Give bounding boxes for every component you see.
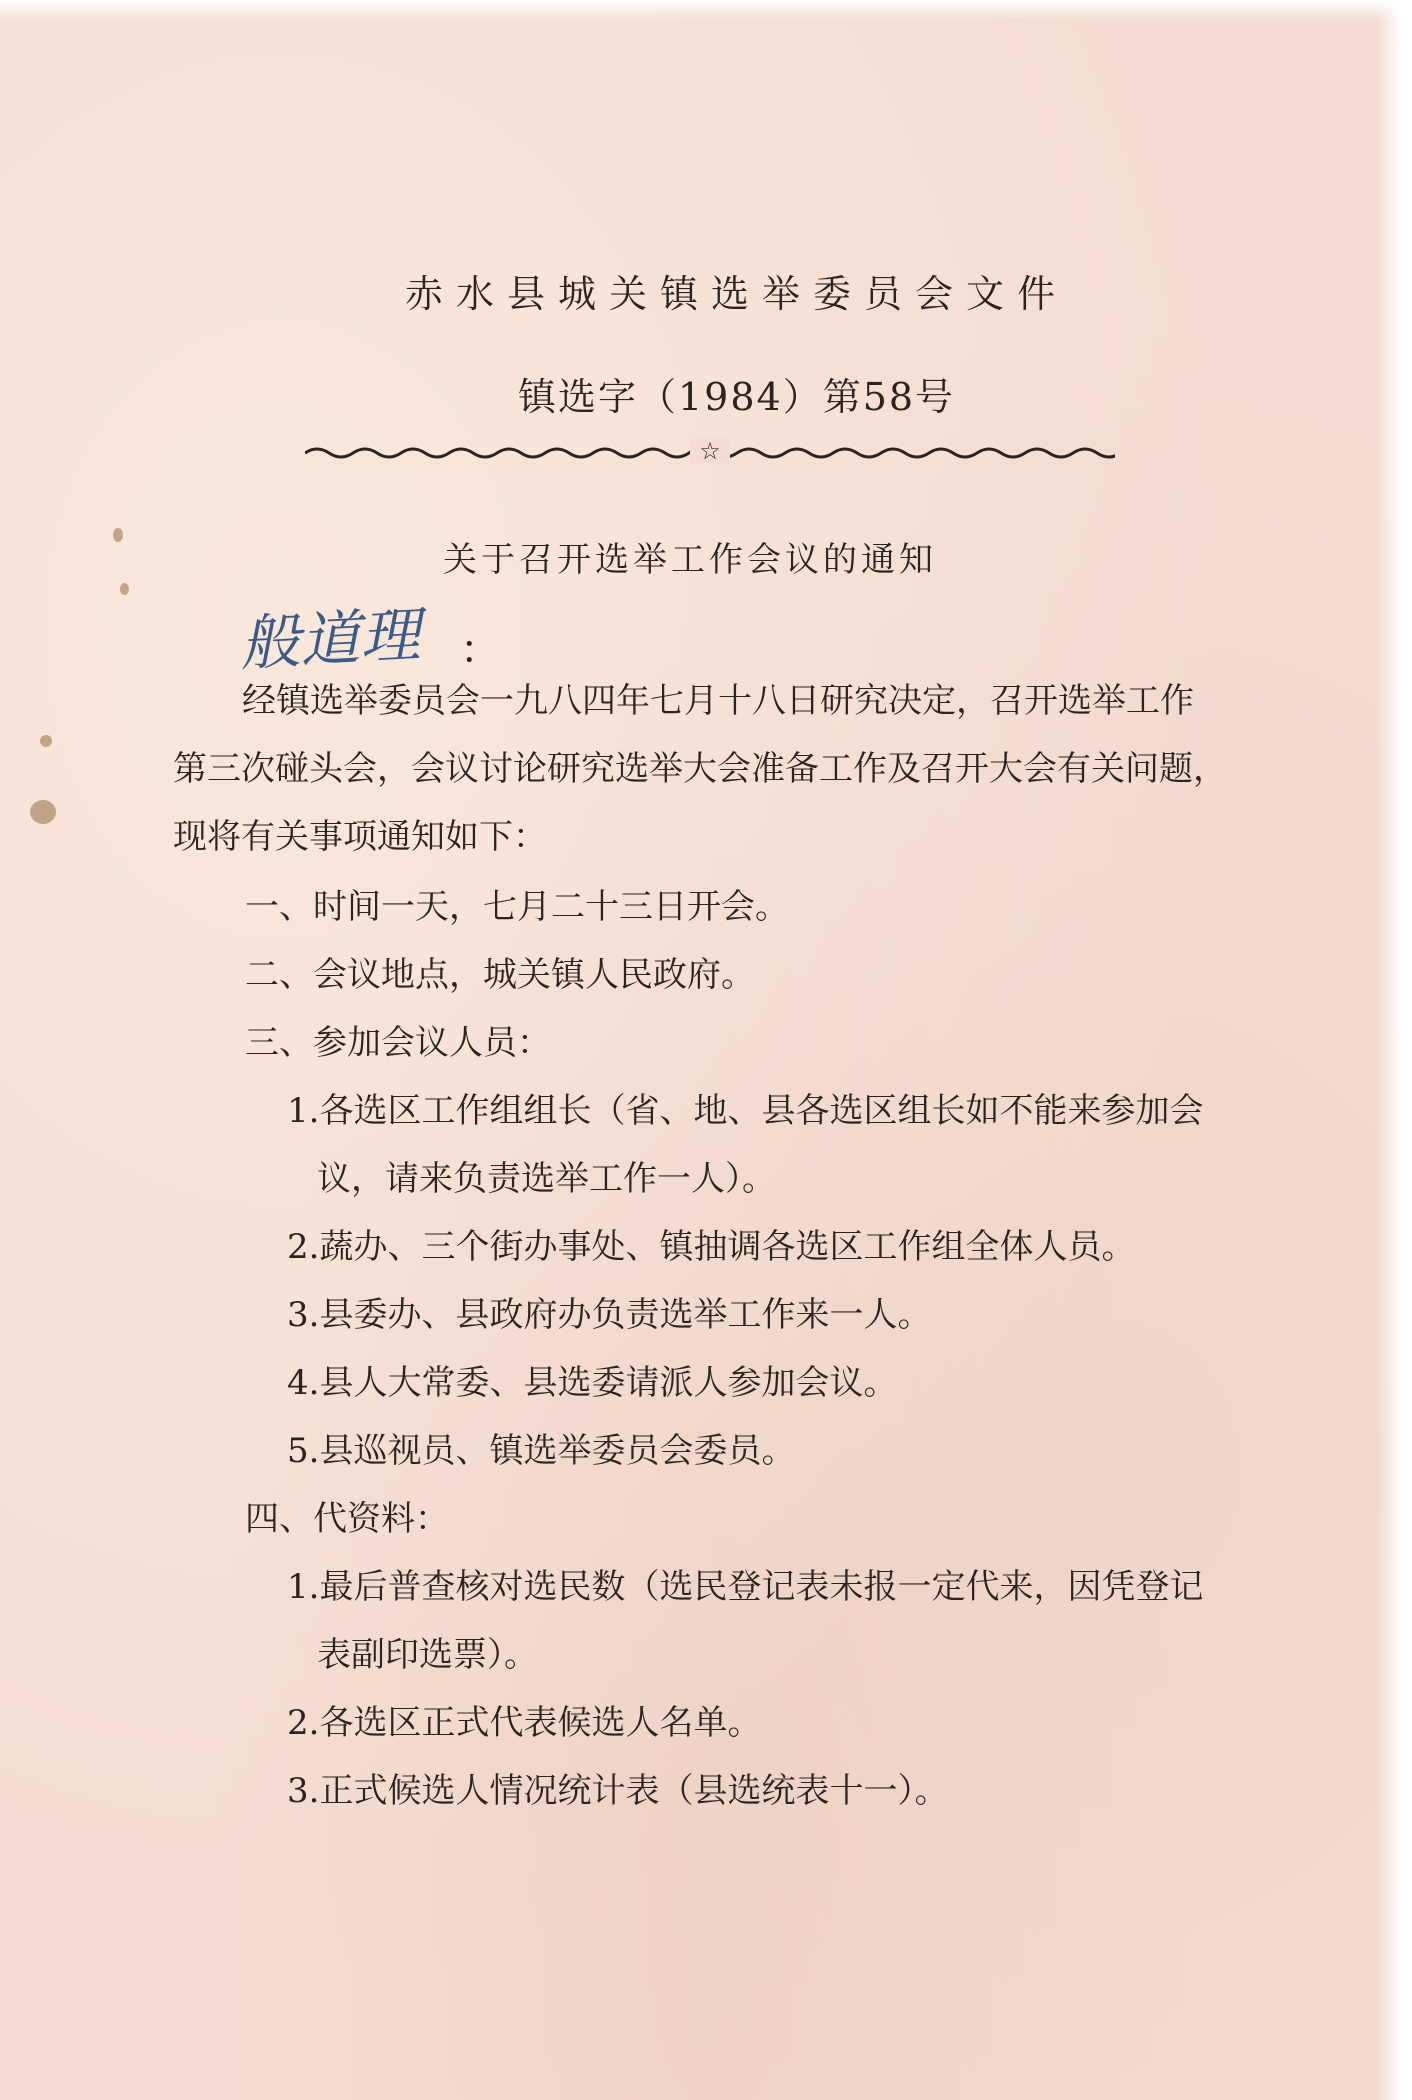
material-item: 2.各选区正式代表候选人名单。	[287, 1703, 762, 1743]
material-item: 1.最后普查核对选民数（选民登记表未报一定代来，因凭登记	[287, 1567, 1204, 1607]
paper-stain	[120, 583, 129, 595]
document-number: 镇选字（1984）第58号	[518, 375, 956, 419]
participant-item-continued: 议，请来负责选举工作一人）。	[317, 1159, 776, 1199]
header-divider	[305, 438, 1115, 464]
material-item: 3.正式候选人情况统计表（县选统表十一）。	[287, 1771, 949, 1811]
page-right-edge	[1376, 0, 1412, 2100]
material-item-continued: 表副印选票）。	[317, 1635, 538, 1675]
intro-line: 第三次碰头会，会议讨论研究选举大会准备工作及召开大会有关问题，	[173, 749, 1227, 789]
item-participants-heading: 三、参加会议人员：	[245, 1023, 551, 1063]
paper-stain	[40, 735, 52, 747]
intro-line: 经镇选举委员会一九八四年七月十八日研究决定，召开选举工作	[242, 681, 1194, 721]
participant-item: 3.县委办、县政府办负责选举工作来一人。	[287, 1295, 932, 1335]
materials-heading: 四、代资料：	[245, 1499, 449, 1539]
paper-stain	[113, 528, 123, 542]
participant-item: 4.县人大常委、县选委请派人参加会议。	[287, 1363, 898, 1403]
intro-line: 现将有关事项通知如下：	[173, 817, 547, 857]
participant-item: 1.各选区工作组组长（省、地、县各选区组长如不能来参加会	[287, 1091, 1204, 1131]
document-header-title: 赤水县城关镇选举委员会文件	[405, 272, 1069, 316]
handwritten-addressee: 般道理	[238, 600, 422, 680]
item-location: 二、会议地点，城关镇人民政府。	[245, 955, 755, 995]
participant-item: 5.县巡视员、镇选举委员会委员。	[287, 1431, 796, 1471]
participant-item: 2.蔬办、三个街办事处、镇抽调各选区工作组全体人员。	[287, 1227, 1136, 1267]
addressee-colon: ：	[460, 627, 500, 673]
star-icon: ☆	[699, 438, 721, 464]
notice-title: 关于召开选举工作会议的通知	[443, 540, 937, 580]
item-time: 一、时间一天，七月二十三日开会。	[245, 887, 789, 927]
page-top-edge	[0, 0, 1412, 20]
paper-stain	[30, 800, 56, 824]
